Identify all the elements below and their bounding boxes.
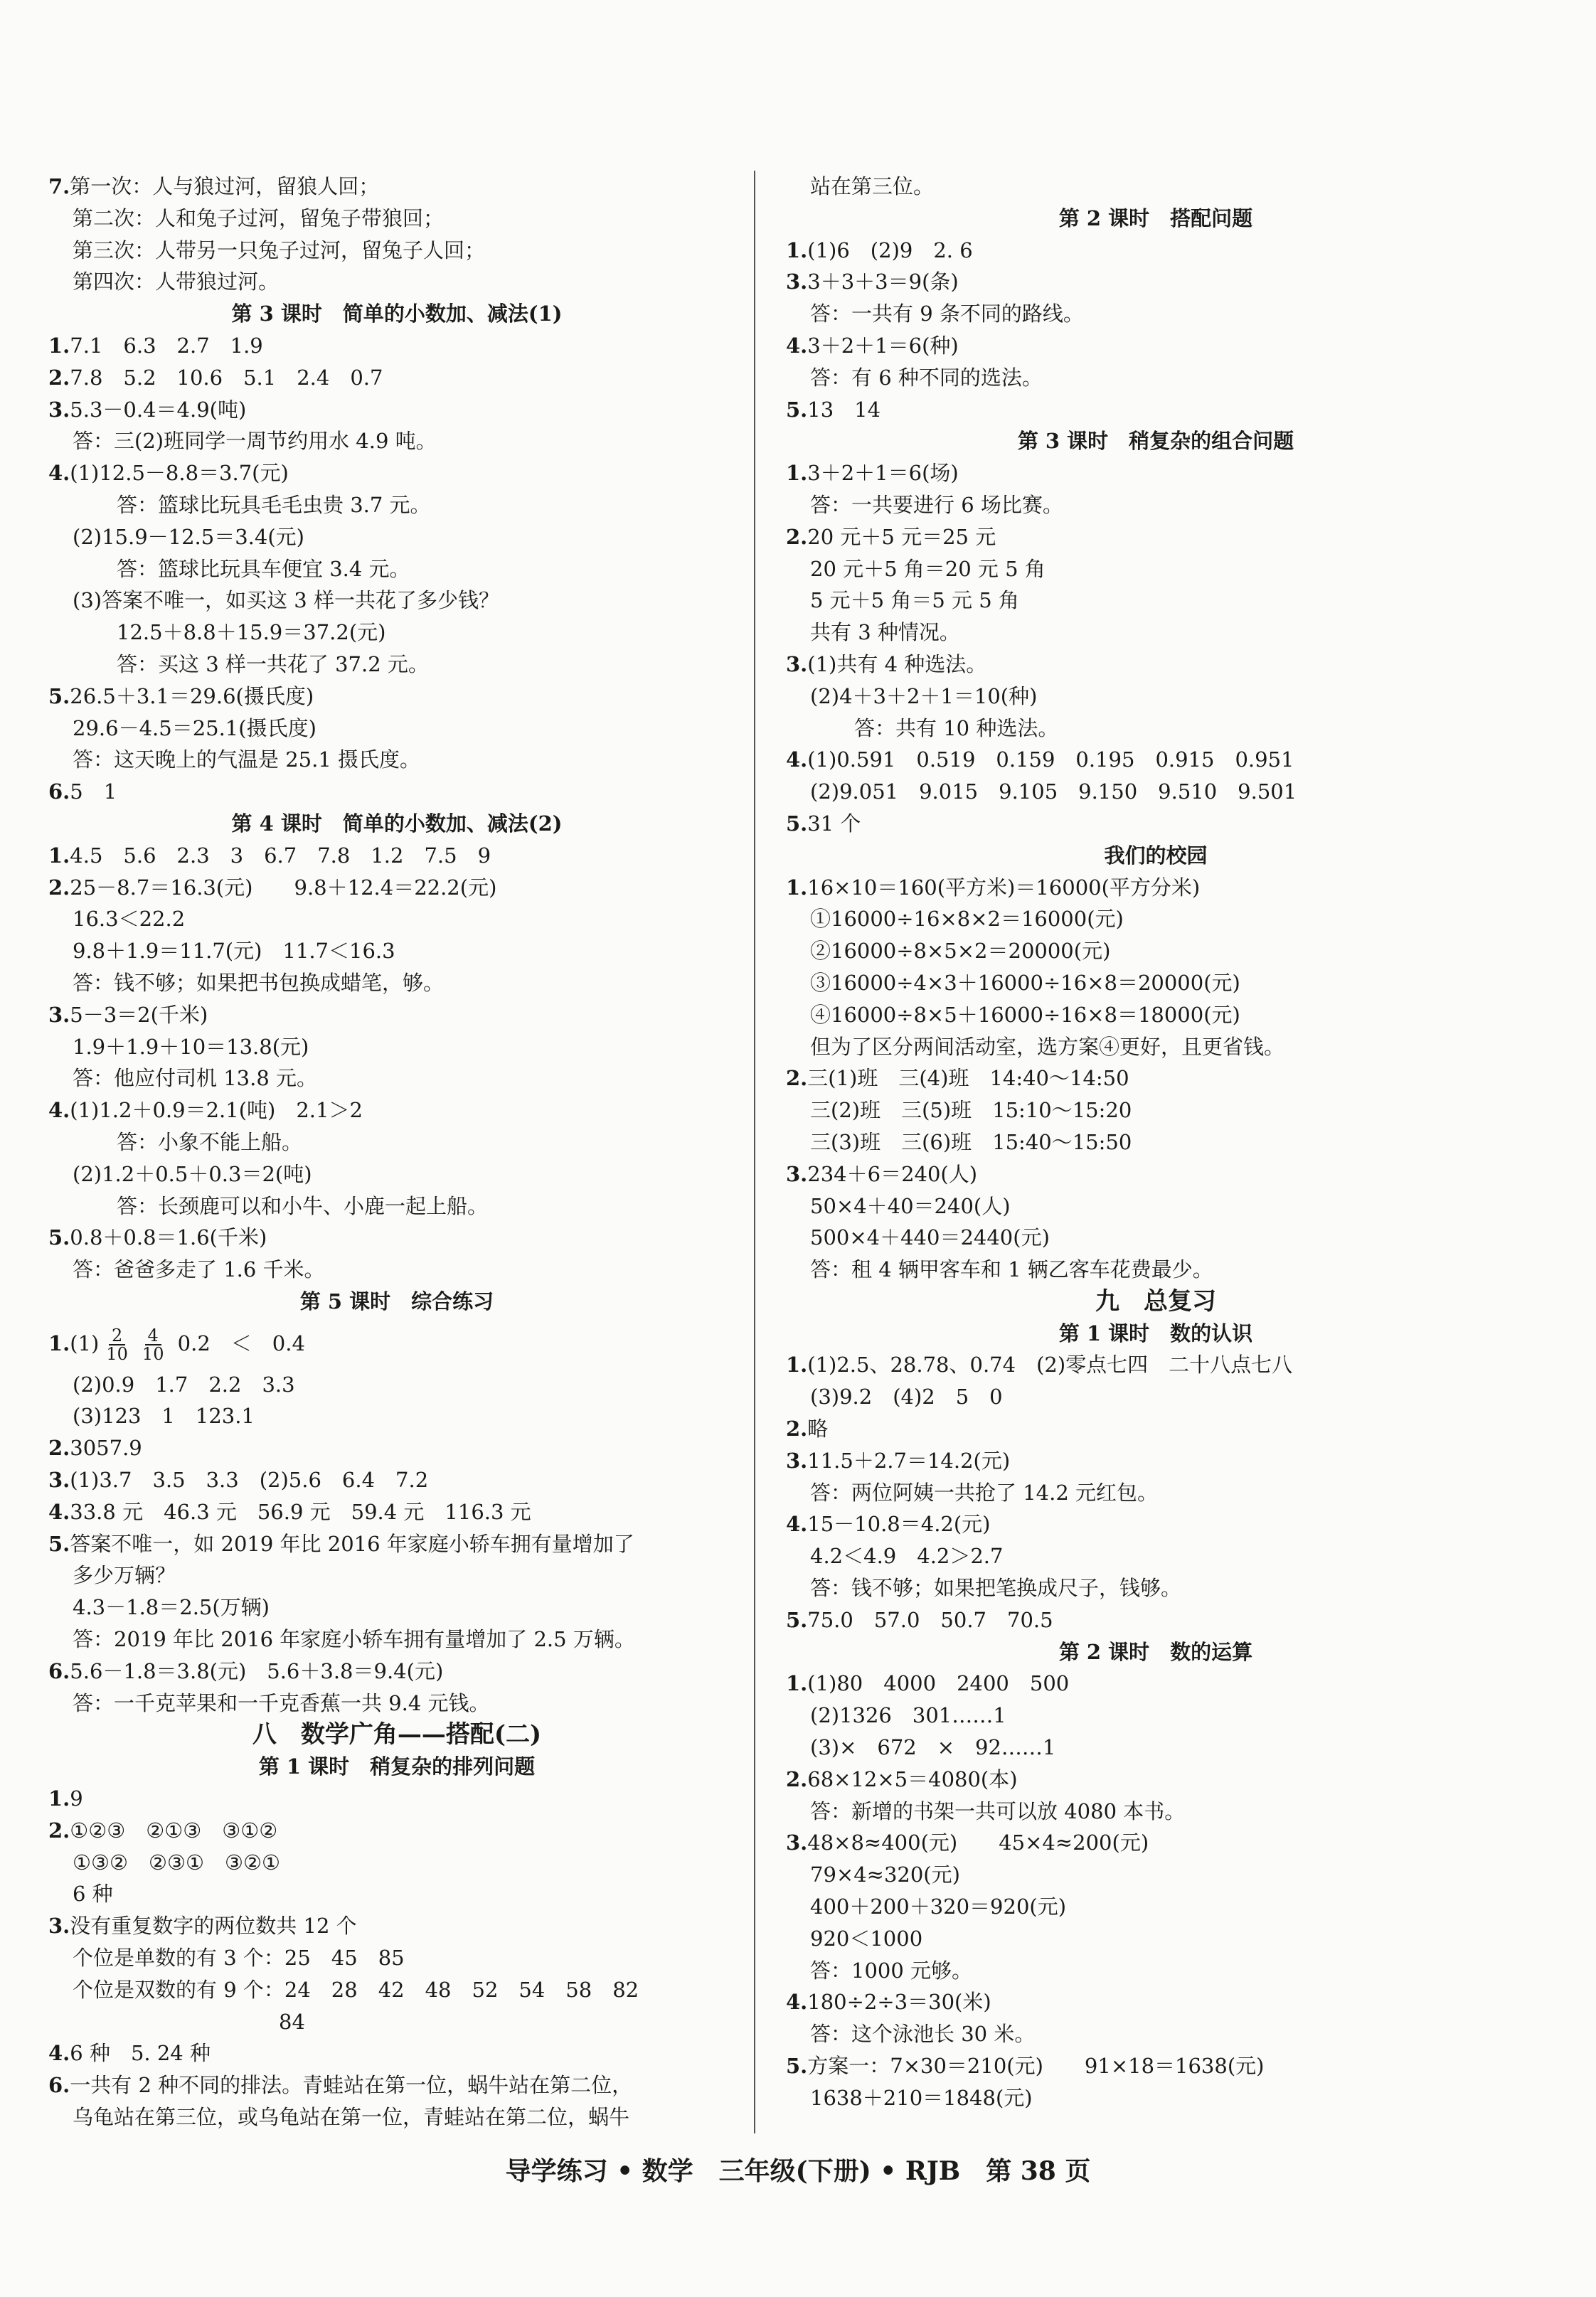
answer-item (48, 394, 745, 426)
answer-text: (3)× 672 × 92……1 (810, 1735, 1056, 1760)
answer-item (786, 1445, 1526, 1477)
answer-line (48, 1847, 745, 1879)
answer-text: (1)1.2＋0.9＝2.1(吨) 2.1＞2 (70, 1098, 363, 1123)
answer-item (48, 776, 745, 808)
answer-line (786, 1700, 1526, 1732)
answer-text: 234＋6＝240(人) (807, 1161, 978, 1186)
answer-text: 答：一共要进行 6 场比赛。 (810, 492, 1063, 517)
item-number: 2. (786, 1066, 808, 1091)
answer-line (786, 1572, 1526, 1604)
answer-item (48, 2069, 745, 2101)
answer-line (48, 1254, 745, 1286)
answer-text: ②16000÷8×5×2＝20000(元) (810, 939, 1111, 964)
item-number: 2. (786, 1417, 808, 1441)
lesson-heading: 第 3 课时 稍复杂的组合问题 (1017, 429, 1294, 454)
answer-text: 12.5＋8.8＋15.9＝37.2(元) (117, 620, 386, 645)
item-number: 5. (786, 1607, 808, 1632)
answer-text: ③16000÷4×3＋16000÷16×8＝20000(元) (810, 970, 1240, 995)
answer-text: 答：一共有 9 条不同的路线。 (810, 302, 1084, 326)
item-number: 4. (786, 333, 808, 358)
answer-line (786, 1796, 1526, 1828)
fraction-numerator: 4 (145, 1327, 161, 1345)
answer-text: 7.1 6.3 2.7 1.9 (70, 333, 263, 358)
answer-item (786, 1764, 1526, 1796)
answer-line (48, 1624, 745, 1656)
answer-text: 920＜1000 (810, 1926, 923, 1951)
answer-text: 16.3＜22.2 (73, 907, 186, 932)
answer-text: (3)答案不唯一，如买这 3 样一共花了多少钱？ (73, 588, 499, 613)
answer-text: 5 1 (70, 779, 117, 804)
item-number: 4. (48, 1098, 70, 1123)
answer-line (48, 903, 745, 935)
answer-line (48, 1158, 745, 1190)
answer-text: (2)4＋3＋2＋1＝10(种) (810, 683, 1038, 708)
answer-item (786, 1349, 1526, 1381)
answer-item (786, 1827, 1526, 1859)
answer-text: (3)9.2 (4)2 5 0 (810, 1385, 1003, 1409)
answer-text: 答：1000 元够。 (810, 1958, 973, 1983)
answer-text: 一共有 2 种不同的排法。青蛙站在第一位，蜗牛站在第二位， (70, 2073, 633, 2098)
answer-text: 答：新增的书架一共可以放 4080 本书。 (810, 1798, 1186, 1823)
answer-text: 第三次：人带另一只兔子过河，留兔子人回； (73, 238, 486, 262)
answer-item (48, 681, 745, 713)
answer-text: 答：租 4 辆甲客车和 1 辆乙客车花费最少。 (810, 1257, 1213, 1282)
answer-line (786, 2082, 1526, 2114)
answer-line (786, 1126, 1526, 1158)
answer-text: 11.5＋2.7＝14.2(元) (807, 1448, 1011, 1473)
item-number: 4. (48, 1499, 70, 1524)
answer-line (786, 776, 1526, 808)
answer-line (786, 553, 1526, 585)
answer-text: 20 元＋5 角＝20 元 5 角 (810, 556, 1046, 581)
answer-text: 但为了区分两间活动室，选方案④更好，且更省钱。 (810, 1034, 1285, 1059)
section-title: 八 数学广角——搭配(二) (252, 1720, 542, 1749)
answer-text: 0.2 ＜ 0.4 (171, 1331, 305, 1355)
item-number: 1. (48, 333, 70, 358)
item-number: 1. (48, 1331, 70, 1355)
left-column (48, 171, 745, 2133)
item-number: 1. (786, 1353, 808, 1377)
answer-text: 7.8 5.2 10.6 5.1 2.4 0.7 (70, 365, 383, 390)
answer-line (786, 967, 1526, 999)
answer-line (786, 171, 1526, 203)
answer-text: 答：钱不够；如果把笔换成尺子，钱够。 (810, 1576, 1182, 1601)
answer-line (786, 999, 1526, 1031)
answer-text: 答：2019 年比 2016 年家庭小轿车拥有量增加了 2.5 万辆。 (73, 1627, 635, 1652)
answer-text: 答：一千克苹果和一千克香蕉一共 9.4 元钱。 (73, 1690, 490, 1715)
answer-line (786, 585, 1526, 617)
item-number: 4. (786, 1990, 808, 2015)
answer-text: (2)15.9－12.5＝3.4(元) (73, 524, 304, 549)
answer-item (48, 1432, 745, 1464)
answer-text: ①16000÷16×8×2＝16000(元) (810, 907, 1124, 932)
fraction (103, 1327, 131, 1363)
item-number: 4. (786, 747, 808, 772)
answer-text: 84 (155, 2009, 305, 2034)
item-number: 1. (48, 843, 70, 868)
answer-item (786, 1668, 1526, 1700)
answer-line (48, 967, 745, 999)
answer-line (786, 1955, 1526, 1987)
answer-line (48, 1400, 745, 1432)
answer-text: (1)80 4000 2400 500 (807, 1671, 1070, 1696)
answer-text: 5.3－0.4＝4.9(吨) (70, 397, 247, 422)
fraction (139, 1327, 167, 1363)
answer-line (786, 617, 1526, 649)
answer-item (786, 1508, 1526, 1540)
item-number: 3. (48, 397, 70, 422)
answer-item (786, 2050, 1526, 2082)
item-number: 3. (48, 1002, 70, 1027)
answer-line (786, 1190, 1526, 1222)
answer-text: 29.6－4.5＝25.1(摄氏度) (73, 715, 316, 740)
answer-item (48, 999, 745, 1031)
lesson-heading: 第 4 课时 简单的小数加、减法(2) (231, 811, 563, 836)
answer-line (48, 1974, 745, 2006)
answer-text: 答：篮球比玩具毛毛虫贵 3.7 元。 (117, 492, 431, 517)
lesson-heading: 我们的校园 (1104, 843, 1208, 868)
answer-text: (1)12.5－8.8＝3.7(元) (70, 461, 289, 486)
item-number: 6. (48, 1658, 70, 1683)
answer-text: 20 元＋5 元＝25 元 (807, 524, 996, 549)
answer-text: (1)2.5、28.78、0.74 (2)零点七四 二十八点七八 (807, 1353, 1293, 1377)
answer-text: 答：有 6 种不同的选法。 (810, 365, 1043, 390)
answer-text: 答：买这 3 样一共花了 37.2 元。 (117, 651, 429, 676)
answer-item (786, 1158, 1526, 1190)
answer-item (786, 521, 1526, 553)
answer-text: 三(3)班 三(6)班 15:40～15:50 (810, 1129, 1132, 1154)
answer-line (786, 1891, 1526, 1923)
answer-text: (2)9.051 9.015 9.105 9.150 9.510 9.501 (810, 779, 1297, 804)
answer-item (48, 1815, 745, 1847)
answer-text: (2)1.2＋0.5＋0.3＝2(吨) (73, 1161, 312, 1186)
answer-text: 个位是双数的有 9 个：24 28 42 48 52 54 58 82 (73, 1977, 639, 2002)
answer-item (786, 1986, 1526, 2018)
answer-item (786, 1062, 1526, 1094)
answer-text: 16×10＝160(平方米)＝16000(平方分米) (807, 875, 1201, 900)
fraction-denominator: 10 (106, 1343, 128, 1364)
answer-line (786, 489, 1526, 521)
answer-line (48, 1062, 745, 1094)
answer-item (48, 1222, 745, 1254)
answer-line (786, 1031, 1526, 1063)
answer-text: 第四次：人带狼过河。 (73, 270, 280, 294)
answer-line (786, 1923, 1526, 1955)
answer-text: 3＋2＋1＝6(种) (807, 333, 959, 358)
answer-text: 50×4＋40＝240(人) (810, 1193, 1011, 1218)
answer-line (786, 362, 1526, 394)
item-number: 4. (48, 2041, 70, 2066)
answer-text: (3)123 1 123.1 (73, 1404, 255, 1429)
answer-text: ①③② ②③① ③②① (73, 1850, 280, 1875)
answer-text: 答：这个泳池长 30 米。 (810, 2022, 1036, 2047)
lesson-heading: 第 5 课时 综合练习 (299, 1289, 494, 1313)
answer-line (786, 935, 1526, 967)
answer-item (786, 808, 1526, 840)
answer-text: 多少万辆？ (73, 1563, 176, 1588)
answer-line (786, 298, 1526, 330)
answer-text: 个位是单数的有 3 个：25 45 85 (73, 1946, 405, 1971)
answer-line (786, 681, 1526, 713)
answer-text: 第二次：人和兔子过河，留兔子带狼回； (73, 206, 445, 230)
answer-text: 乌龟站在第三位，或乌龟站在第一位，青蛙站在第二位，蜗牛 (73, 2105, 630, 2130)
answer-text: 25－8.7＝16.3(元) 9.8＋12.4＝22.2(元) (70, 875, 497, 900)
answer-item (48, 840, 745, 872)
item-number: 2. (786, 524, 808, 549)
answer-item (48, 171, 745, 203)
answer-line (48, 1878, 745, 1910)
answer-item (48, 1528, 745, 1560)
right-column (786, 171, 1526, 2114)
answer-line (786, 1381, 1526, 1413)
answer-line (48, 744, 745, 776)
item-number: 5. (786, 811, 808, 836)
item-number: 6. (48, 2073, 70, 2098)
answer-item (786, 330, 1526, 362)
item-number: 3. (786, 651, 808, 676)
answer-text: 站在第三位。 (810, 174, 935, 198)
answer-line (48, 553, 745, 585)
answer-text: 4.3－1.8＝2.5(万辆) (73, 1595, 270, 1620)
answer-item (786, 1413, 1526, 1445)
answer-text: 共有 3 种情况。 (810, 620, 960, 645)
fraction-denominator: 10 (142, 1343, 164, 1364)
answer-text: 答：小象不能上船。 (117, 1129, 303, 1154)
item-number: 3. (786, 1448, 808, 1473)
answer-item (48, 1318, 745, 1369)
answer-text: 33.8 元 46.3 元 56.9 元 59.4 元 116.3 元 (70, 1499, 531, 1524)
answer-text: 75.0 57.0 50.7 70.5 (807, 1607, 1053, 1632)
answer-text: 三(1)班 三(4)班 14:40～14:50 (807, 1066, 1129, 1091)
answer-line (48, 489, 745, 521)
answer-text: (2)1326 301……1 (810, 1703, 1006, 1728)
answer-item (786, 235, 1526, 267)
answer-line (48, 1560, 745, 1592)
answer-text: 第一次：人与狼过河，留狼人回； (70, 174, 380, 198)
answer-line (48, 2006, 745, 2038)
answer-text: 答：篮球比玩具车便宜 3.4 元。 (117, 556, 410, 581)
answer-text: 没有重复数字的两位数共 12 个 (70, 1914, 357, 1939)
answer-text: ④16000÷8×5＋16000÷16×8＝18000(元) (810, 1002, 1240, 1027)
answer-item (48, 2037, 745, 2069)
answer-text: 3＋3＋3＝9(条) (807, 270, 959, 294)
answer-item (48, 457, 745, 489)
answer-text: (2)0.9 1.7 2.2 3.3 (73, 1372, 295, 1397)
answer-text: 1638＋210＝1848(元) (810, 2085, 1033, 2110)
answer-text: (1)6 (2)9 2. 6 (807, 238, 973, 262)
answer-line (48, 1190, 745, 1222)
item-number: 4. (48, 461, 70, 486)
answer-line (786, 713, 1526, 745)
answer-text: 方案一：7×30＝210(元) 91×18＝1638(元) (807, 2054, 1265, 2079)
item-number: 7. (48, 174, 70, 198)
answer-item (48, 1910, 745, 1942)
item-number: 5. (48, 1225, 70, 1250)
answer-text: 答：两位阿姨一共抢了 14.2 元红包。 (810, 1480, 1159, 1505)
answer-line (48, 617, 745, 649)
answer-line (786, 903, 1526, 935)
answer-item (48, 1496, 745, 1528)
lesson-heading: 第 2 课时 数的运算 (1058, 1639, 1253, 1664)
answer-text: 答：爸爸多走了 1.6 千米。 (73, 1257, 325, 1282)
item-number: 1. (786, 875, 808, 900)
item-number: 2. (48, 1436, 70, 1461)
lesson-heading: 第 1 课时 稍复杂的排列问题 (258, 1754, 536, 1779)
answer-text: 三(2)班 三(5)班 15:10～15:20 (810, 1098, 1132, 1123)
answer-line (786, 1859, 1526, 1891)
answer-text: 答：他应付司机 13.8 元。 (73, 1066, 318, 1091)
answer-text: 答：长颈鹿可以和小牛、小鹿一起上船。 (117, 1193, 489, 1218)
answer-text: 68×12×5＝4080(本) (807, 1766, 1018, 1791)
answer-item (48, 362, 745, 394)
answer-line (48, 425, 745, 457)
answer-text: 180÷2÷3＝30(米) (807, 1990, 991, 2015)
answer-line (48, 1688, 745, 1720)
item-number: 1. (48, 1786, 70, 1811)
item-number: 5. (786, 2054, 808, 2079)
answer-text: 略 (807, 1417, 829, 1441)
answer-line (48, 713, 745, 745)
section-title: 九 总复习 (1095, 1286, 1216, 1316)
item-number: 1. (786, 238, 808, 262)
answer-text: 500×4＋440＝2440(元) (810, 1225, 1050, 1250)
answer-line (786, 1540, 1526, 1572)
item-number: 5. (48, 683, 70, 708)
answer-line (48, 1942, 745, 1974)
answer-text: 48×8≈400(元) 45×4≈200(元) (807, 1830, 1149, 1855)
item-number: 2. (48, 365, 70, 390)
answer-line (48, 235, 745, 267)
answer-text: 答案不唯一，如 2019 年比 2016 年家庭小轿车拥有量增加了 (70, 1531, 634, 1556)
answer-text: (1)3.7 3.5 3.3 (2)5.6 6.4 7.2 (70, 1468, 429, 1493)
lesson-heading: 第 3 课时 简单的小数加、减法(1) (231, 302, 563, 326)
answer-line (48, 1369, 745, 1401)
item-number: 2. (48, 875, 70, 900)
item-number: 6. (48, 779, 70, 804)
answer-text: 0.8＋0.8＝1.6(千米) (70, 1225, 267, 1250)
answer-item (786, 872, 1526, 904)
answer-text: 答：三(2)班同学一周节约用水 4.9 吨。 (73, 429, 437, 454)
answer-text: (1) (70, 1331, 100, 1355)
answer-item (48, 1464, 745, 1496)
answer-text: 答：这天晚上的气温是 25.1 摄氏度。 (73, 747, 421, 772)
item-number: 2. (786, 1766, 808, 1791)
column-divider (754, 171, 755, 2133)
answer-line (786, 2018, 1526, 2050)
answer-text: (1)共有 4 种选法。 (807, 651, 987, 676)
answer-item (786, 457, 1526, 489)
answer-line (48, 1592, 745, 1624)
answer-text: 9 (70, 1786, 83, 1811)
answer-text: 9.8＋1.9＝11.7(元) 11.7＜16.3 (73, 939, 395, 964)
answer-text: ①②③ ②①③ ③①② (70, 1818, 278, 1843)
answer-item (48, 1783, 745, 1815)
lesson-heading: 第 1 课时 数的认识 (1058, 1321, 1253, 1345)
answer-line (48, 649, 745, 681)
item-number: 4. (786, 1512, 808, 1537)
item-number: 5. (786, 397, 808, 422)
answer-item (48, 1656, 745, 1688)
answer-item (786, 744, 1526, 776)
item-number: 1. (786, 461, 808, 486)
answer-item (786, 394, 1526, 426)
item-number: 3. (786, 1830, 808, 1855)
answer-line (48, 1031, 745, 1063)
answer-item (48, 1094, 745, 1126)
answer-line (48, 266, 745, 298)
item-number: 5. (48, 1531, 70, 1556)
answer-text: 400＋200＋320＝920(元) (810, 1894, 1067, 1919)
answer-text: 1.9＋1.9＋10＝13.8(元) (73, 1034, 309, 1059)
answer-text: 5－3＝2(千米) (70, 1002, 208, 1027)
answer-text: 答：共有 10 种选法。 (854, 715, 1059, 740)
answer-line (48, 521, 745, 553)
page-footer: 导学练习 • 数学 三年级(下册) • RJB 第 38 页 (505, 2156, 1091, 2186)
answer-text: 4.5 5.6 2.3 3 6.7 7.8 1.2 7.5 9 (70, 843, 491, 868)
item-number: 2. (48, 1818, 70, 1843)
answer-line (48, 935, 745, 967)
answer-line (786, 1094, 1526, 1126)
item-number: 3. (786, 270, 808, 294)
answer-line (48, 2101, 745, 2133)
answer-text: 答：钱不够；如果把书包换成蜡笔，够。 (73, 970, 445, 995)
answer-item (786, 649, 1526, 681)
lesson-heading: 第 2 课时 搭配问题 (1058, 206, 1253, 230)
answer-text: 3057.9 (70, 1436, 142, 1461)
answer-text: 5 元＋5 角＝5 元 5 角 (810, 588, 1019, 613)
answer-line (786, 1477, 1526, 1509)
answer-line (786, 1222, 1526, 1254)
answer-line (48, 203, 745, 235)
item-number: 3. (48, 1914, 70, 1939)
answer-text: (1)0.591 0.519 0.159 0.195 0.915 0.951 (807, 747, 1294, 772)
answer-text: 13 14 (807, 397, 881, 422)
answer-text: 4.2＜4.9 4.2＞2.7 (810, 1544, 1004, 1569)
answer-item (48, 330, 745, 362)
fraction-numerator: 2 (109, 1327, 125, 1345)
answer-text: 31 个 (807, 811, 861, 836)
answer-text: 3＋2＋1＝6(场) (807, 461, 959, 486)
item-number: 3. (786, 1161, 808, 1186)
answer-text: 15－10.8＝4.2(元) (807, 1512, 991, 1537)
answer-text: 5.6－1.8＝3.8(元) 5.6＋3.8＝9.4(元) (70, 1658, 444, 1683)
answer-text: 79×4≈320(元) (810, 1862, 960, 1887)
answer-text: 6 种 (73, 1882, 113, 1907)
answer-text: 6 种 5. 24 种 (70, 2041, 211, 2066)
answer-item (48, 872, 745, 904)
answer-line (786, 1732, 1526, 1764)
item-number: 1. (786, 1671, 808, 1696)
answer-line (48, 1126, 745, 1158)
answer-line (786, 1254, 1526, 1286)
answer-text: 26.5＋3.1＝29.6(摄氏度) (70, 683, 314, 708)
answer-line (48, 585, 745, 617)
item-number: 3. (48, 1468, 70, 1493)
answer-item (786, 1604, 1526, 1636)
answer-item (786, 266, 1526, 298)
